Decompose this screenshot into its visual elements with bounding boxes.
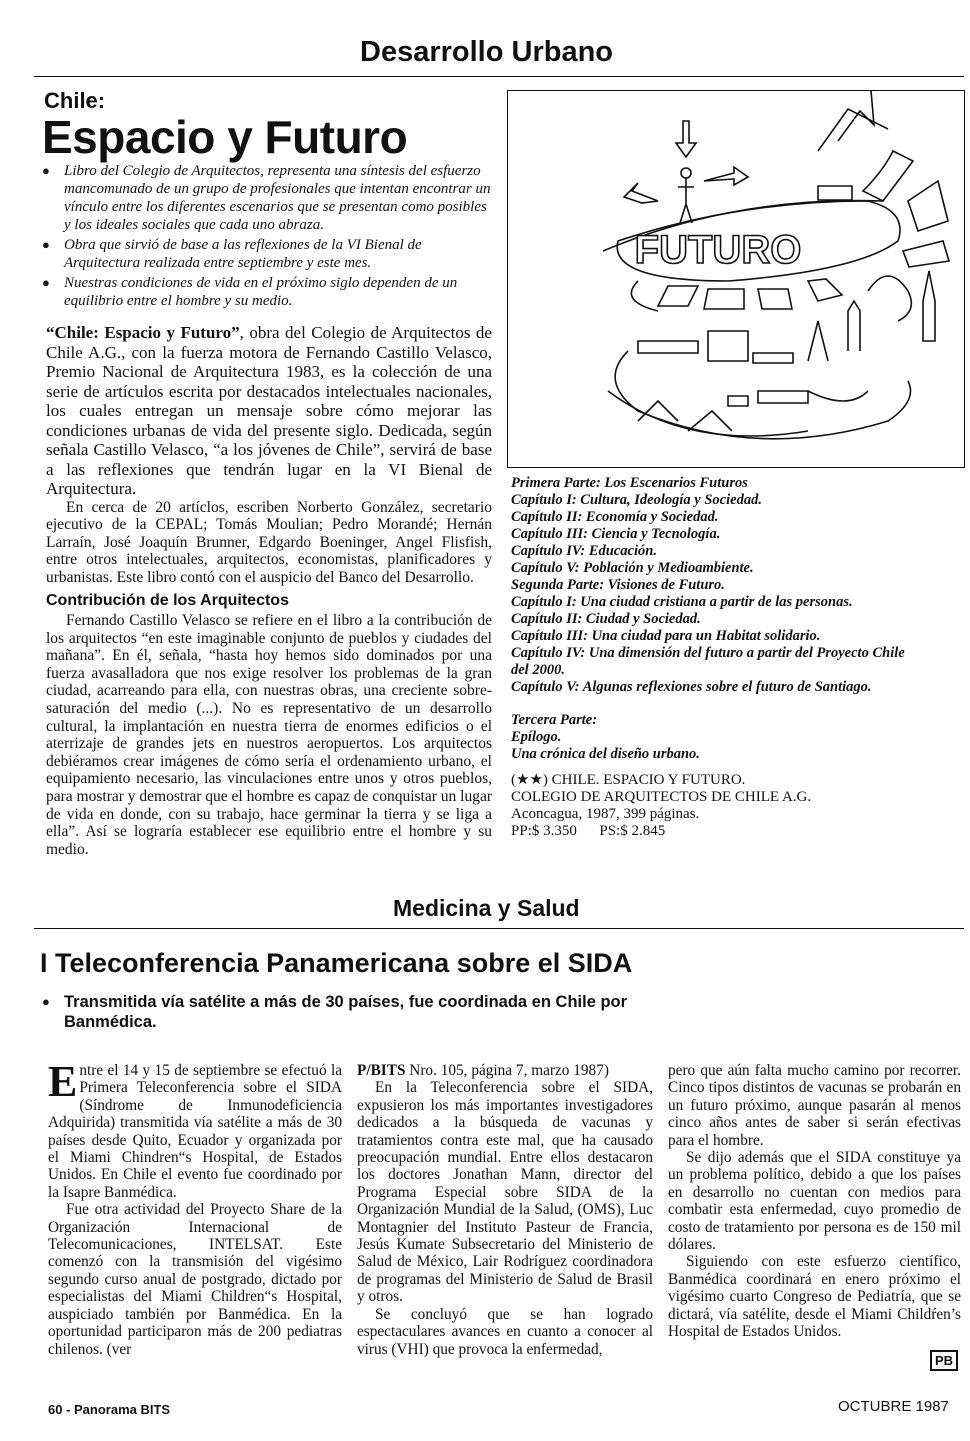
article-kicker: Chile: [44,88,106,113]
bullet-item: ● Libro del Colegio de Arquitectos, representa una síntesis del esfuerzo mancomunado de un grupo de profesionales que intentan encontrar un vínculo entre los diferentes escenarios que se presentan como posibles y los ideales sociales que cada uno abraza. [64,162,492,234]
paragraph: ntre el 14 y 15 de septiembre se efectuó la Primera Teleconferencia sobre el SIDA (Síndrome de Inmunodeficiencia Adquirida) transmitida vía satélite a más de 30 países desde Quito, Ecuador y organizada por el Miami Chindren“s Hospital, de Estados Unidos. En Chile el evento fue coordinado por la Isapre Banmédica. [48,1062,342,1201]
toc-entry: Tercera Parte: [511,712,598,728]
toc-entry: Capítulo IV: Educación. [511,543,657,559]
futuro-illustration [508,91,964,467]
toc-entry: Capítulo V: Algunas reflexiones sobre el futuro de Santiago. [511,679,872,695]
toc-entry: Capítulo IV: Una dimensión del futuro a partir del Proyecto Chile [511,645,905,661]
illustration-box [507,90,965,468]
book-reference [511,772,963,840]
drop-cap: E [48,1057,78,1106]
ref-line: (★★) CHILE. ESPACIO Y FUTURO. [511,772,746,788]
paragraph: En la Teleconferencia sobre el SIDA, expusieron los más importantes investigadores dedicados a la búsqueda de vacunas y tratamientos contra este mal, que ha causado preocupación mundial. Entre ellos destacaron los doctores Jonathan Mann, director del Programa Especial sobre SIDA de la Organización Mundial de la Salud, (OMS), Luc Montagnier del Instituto Pasteur de Francia, Jesús Kumate Subsecretario del Ministerio de Salud de México, Lair Rodríguez coordinadora de programas del Ministerio de Salud de Brasil y otros. [357,1079,653,1306]
lead-bold: P/BITS [357,1062,406,1079]
footer-page: 60 - Panorama BITS [48,1402,171,1417]
toc-entry: Capítulo II: Ciudad y Sociedad. [511,611,701,627]
paragraph: Fernando Castillo Velasco se refiere en el libro a la contribución de los arquitectos “en este imaginable conjunto de pueblos y ciudades del mañana”. En él, señala, “hasta hoy hemos sido dominados por una fuerza avasalladora que nos exige resolver los problemas de la gran ciudad, acarreando para ella, con nuestras obras, una creciente sobre-saturación del medio (...). No es representativo de un desarrollo cultural, la implantación en nuestra tierra de enormes edificios o el aterrizaje de grandes jets en nuestros aeropuertos. Los arquitectos debiéramos crear imágenes de cómo sería el ordenamiento urbano, el equipamiento necesario, las vinculaciones entre unos y otros pueblos, para mostrar y demostrar que el hombre es capaz de conquistar un lugar de vida en donde, con su trabajo, hace germinar la tierra y se liga a ella”. Así se lograría establecer ese equilibrio entre el hombre y su medio. [46,612,492,858]
section-title: Medicina y Salud [393,895,580,921]
article-body [46,323,492,858]
paragraph: Nro. 105, página 7, marzo 1987) [405,1062,609,1079]
column-3 [668,1062,961,1341]
article-title [40,948,632,979]
section-title: Desarrollo Urbano [360,36,613,68]
toc-entry: Capítulo I: Una ciudad cristiana a partir de las personas. [511,594,853,610]
subheading: Contribución de los Arquitectos [46,592,289,610]
bullet-item: ● Nuestras condiciones de vida en el próximo siglo dependen de un equilibrio entre el hombre y su medio. [64,274,492,310]
footer-date: OCTUBRE 1987 [838,1398,949,1415]
article-title: Espacio y Futuro [42,111,408,163]
bullet-item: ● Obra que sirvió de base a las reflexiones de la VI Bienal de Arquitectura realizada entre septiembre y este mes. [64,236,492,272]
ref-line: Aconcagua, 1987, 399 páginas. [511,806,700,822]
toc-entry: Capítulo V: Población y Medioambiente. [511,560,754,576]
toc-entry: Una crónica del diseño urbano. [511,746,700,762]
end-mark: PB [930,1350,958,1371]
paragraph: Se dijo además que el SIDA constituye ya un problema político, debido a que los países en desarrollo no cuentan con medios para combatir esta enfermedad, cuyo promedio de costo de tratamiento por persona es de 150 mil dólares. [668,1149,961,1254]
summary-bullets [40,162,492,312]
deck-text: ● Transmitida vía satélite a más de 30 países, fue coordinada en Chile por Banmédica. [64,992,640,1032]
toc-entry: Capítulo III: Ciencia y Tecnología. [511,526,721,542]
paragraph: pero que aún falta mucho camino por recorrer. Cinco tipos distintos de vacunas se probarán en un futuro próximo, aunque pasarán al menos cinco años antes de saber si serán efectivas para el hombre. [668,1062,961,1149]
lead-bold: “Chile: Espacio y Futuro” [46,323,240,342]
toc-entry: del 2000. [511,662,565,678]
paragraph: Siguiendo con este esfuerzo científico, Banmédica coordinará en enero próximo el vigésimo cuarto Congreso de Pediatría, que se dictará, vía satélite, desde el Miami Childŕen’s Hospital de Estados Unidos. [668,1253,961,1341]
toc-entry: Capítulo I: Cultura, Ideología y Sociedad. [511,492,762,508]
header-rule [34,76,964,77]
ref-line: PP:$ 3.350 PS:$ 2.845 [511,823,666,839]
deck [40,992,640,1032]
toc-entry: Primera Parte: Los Escenarios Futuros [511,475,748,491]
table-of-contents [511,475,963,763]
toc-entry: Capítulo III: Una ciudad para un Habitat solidario. [511,628,821,644]
toc-entry: Epílogo. [511,729,562,745]
section-rule [34,928,964,929]
column-2 [357,1062,653,1358]
toc-entry: Segunda Parte: Visiones de Futuro. [511,577,725,593]
ref-line: COLEGIO DE ARQUITECTOS DE CHILE A.G. [511,789,812,805]
futuro-label: FUTURO [634,228,802,272]
toc-entry: Capítulo II: Economía y Sociedad. [511,509,719,525]
paragraph: En cerca de 20 artíclos, escriben Norberto González, secretario ejecutivo de la CEPAL; Tomás Moulian; Pedro Morandé; Hernán Larraín, José Joaquín Brunner, Edgardo Boeninger, Angel Flisfish, entre otros intelectuales, arquitectos, economistas, planificadores y urbanistas. Este libro contó con el auspicio del Banco del Desarrollo. [46,498,492,586]
paragraph: , obra del Colegio de Arquitectos de Chile A.G., con la fuerza motora de Fernando Castillo Velasco, Premio Nacional de Arquitectura 1983, es la colección de una serie de artículos escrita por destacados intelectuales nacionales, los cuales entregan un mensaje sobre cómo mejorar las condiciones urbanas de vida del presente siglo. Dedicada, según señala Castillo Velasco, “a los jóvenes de Chile”, servirá de base a las reflexiones que tendrán lugar en la VI Bienal de Arquitectura. [46,323,492,498]
paragraph: Fue otra actividad del Proyecto Share de la Organización Internacional de Telecomunicaciones, INTELSAT. Este comenzó con la transmisión del vigésimo segundo curso anual de postgrado, dictado por especialistas del Miami Children“s Hospital, auspiciado también por Banmédica. En la oportunidad participaron más de 200 pediatras chilenos. (ver [48,1201,342,1358]
paragraph: Se concluyó que se han logrado espectaculares avances en cuanto a conocer al virus (VHI) que provoca la enfermedad, [357,1305,653,1358]
article2-title: I Teleconferencia Panamericana sobre el SIDA [40,948,633,978]
column-1 [48,1057,342,1358]
